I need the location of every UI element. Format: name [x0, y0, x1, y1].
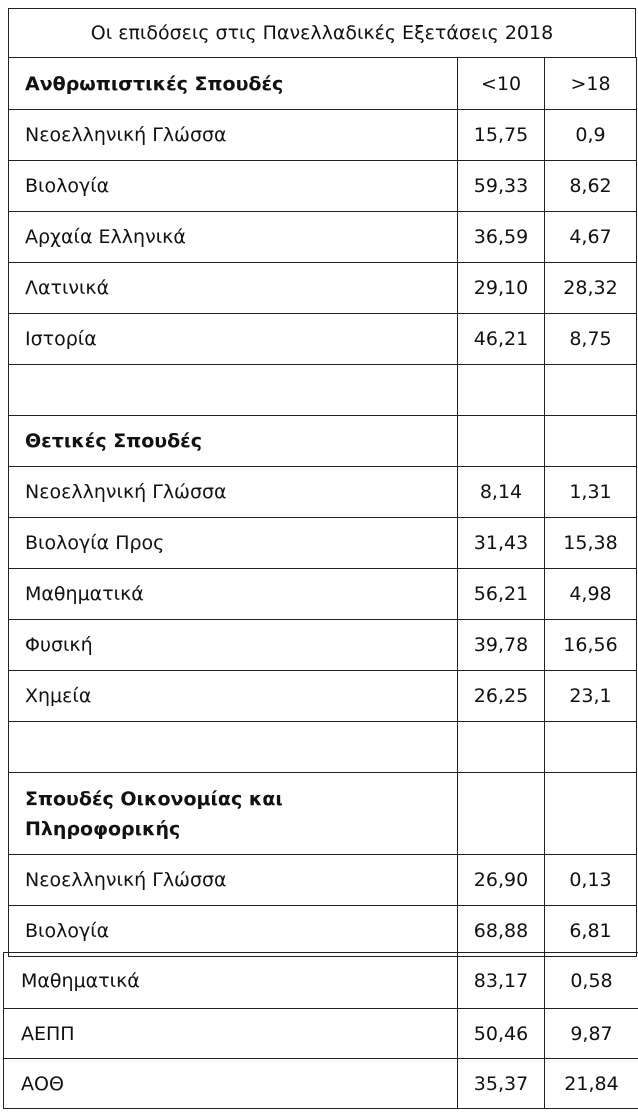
above-18-cell: 6,81 — [545, 906, 637, 957]
below-10-cell: 36,59 — [458, 212, 545, 263]
results-table-continued — [3, 952, 638, 1109]
subject-cell: Αρχαία Ελληνικά — [9, 212, 458, 263]
table-row — [4, 1059, 638, 1109]
empty-cell — [545, 365, 637, 416]
below-10-cell: 56,21 — [458, 569, 545, 620]
below-10-cell: 83,17 — [458, 953, 545, 1009]
subject-cell: Φυσική — [9, 620, 458, 671]
section-heading — [9, 773, 458, 855]
above-18-cell: 0,9 — [545, 110, 637, 161]
above-18-cell: 23,1 — [545, 671, 637, 722]
subject-cell: Βιολογία — [9, 161, 458, 212]
subject-cell: Χημεία — [9, 671, 458, 722]
subject-cell: Νεοελληνική Γλώσσα — [9, 110, 458, 161]
empty-cell — [458, 773, 545, 855]
section-heading-line-1: Σπουδές Οικονομίας και — [25, 787, 283, 810]
below-10-cell: 59,33 — [458, 161, 545, 212]
empty-cell — [458, 416, 545, 467]
table-row — [9, 620, 637, 671]
above-18-cell: 4,67 — [545, 212, 637, 263]
below-10-cell: 26,90 — [458, 855, 545, 906]
subject-cell: Λατινικά — [9, 263, 458, 314]
table-title: Οι επιδόσεις στις Πανελλαδικές Εξετάσεις 2018 — [8, 8, 636, 58]
above-18-cell: 1,31 — [545, 467, 637, 518]
subject-cell: Μαθηματικά — [4, 953, 458, 1009]
below-10-cell: 15,75 — [458, 110, 545, 161]
above-18-cell: 9,87 — [545, 1009, 638, 1059]
above-18-cell: 15,38 — [545, 518, 637, 569]
table-row — [9, 212, 637, 263]
above-18-cell: 16,56 — [545, 620, 637, 671]
results-table — [8, 57, 637, 957]
table-row — [9, 467, 637, 518]
table-row — [9, 569, 637, 620]
spacer-row — [9, 722, 637, 773]
table-row — [9, 161, 637, 212]
column-header-above-18: >18 — [545, 58, 637, 110]
subject-cell: Μαθηματικά — [9, 569, 458, 620]
table-row — [9, 906, 637, 957]
empty-cell — [545, 773, 637, 855]
section-header-row — [9, 416, 637, 467]
section-heading: Ανθρωπιστικές Σπουδές — [9, 58, 458, 110]
subject-cell: Ιστορία — [9, 314, 458, 365]
above-18-cell: 0,58 — [545, 953, 638, 1009]
column-header-below-10: <10 — [458, 58, 545, 110]
subject-cell: Νεοελληνική Γλώσσα — [9, 467, 458, 518]
below-10-cell: 8,14 — [458, 467, 545, 518]
above-18-cell: 0,13 — [545, 855, 637, 906]
empty-cell — [9, 722, 458, 773]
below-10-cell: 35,37 — [458, 1059, 545, 1109]
empty-cell — [458, 365, 545, 416]
below-10-cell: 46,21 — [458, 314, 545, 365]
subject-cell: Βιολογία Προς — [9, 518, 458, 569]
below-10-cell: 29,10 — [458, 263, 545, 314]
above-18-cell: 21,84 — [545, 1059, 638, 1109]
above-18-cell: 28,32 — [545, 263, 637, 314]
below-10-cell: 26,25 — [458, 671, 545, 722]
empty-cell — [458, 722, 545, 773]
above-18-cell: 4,98 — [545, 569, 637, 620]
subject-cell: Βιολογία — [9, 906, 458, 957]
empty-cell — [545, 416, 637, 467]
table-row — [9, 110, 637, 161]
below-10-cell: 31,43 — [458, 518, 545, 569]
below-10-cell: 50,46 — [458, 1009, 545, 1059]
section-heading: Θετικές Σπουδές — [9, 416, 458, 467]
table-row — [4, 953, 638, 1009]
table-row — [9, 518, 637, 569]
empty-cell — [9, 365, 458, 416]
table-row — [4, 1009, 638, 1059]
table-row — [9, 671, 637, 722]
above-18-cell: 8,75 — [545, 314, 637, 365]
table-row — [9, 855, 637, 906]
table-row — [9, 263, 637, 314]
above-18-cell: 8,62 — [545, 161, 637, 212]
spacer-row — [9, 365, 637, 416]
empty-cell — [545, 722, 637, 773]
subject-cell: Νεοελληνική Γλώσσα — [9, 855, 458, 906]
below-10-cell: 68,88 — [458, 906, 545, 957]
table-row — [9, 314, 637, 365]
section-heading-line-2: Πληροφορικής — [25, 817, 181, 840]
section-header-row — [9, 773, 637, 855]
subject-cell: ΑΟΘ — [4, 1059, 458, 1109]
section-header-row — [9, 58, 637, 110]
below-10-cell: 39,78 — [458, 620, 545, 671]
subject-cell: ΑΕΠΠ — [4, 1009, 458, 1059]
